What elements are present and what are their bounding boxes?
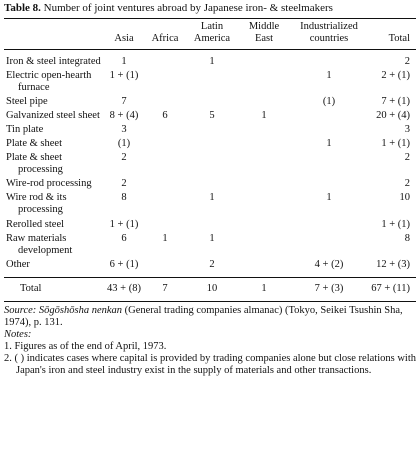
table-cell: (1) bbox=[117, 138, 131, 150]
source-line bbox=[4, 305, 416, 329]
total-cell: 43 + (8) bbox=[107, 282, 141, 294]
table-row bbox=[4, 49, 416, 69]
table-cell: 6 bbox=[121, 232, 127, 244]
table-cell bbox=[288, 177, 370, 191]
total-cell: 1 bbox=[261, 282, 267, 294]
row-label-cell bbox=[4, 232, 102, 258]
row-label: Tin plate bbox=[6, 124, 44, 136]
table-cell: 8 + (4) bbox=[109, 110, 139, 122]
table-cell: 2 bbox=[404, 55, 410, 67]
row-label-cell bbox=[4, 177, 102, 191]
header-row bbox=[4, 19, 416, 50]
table-cell bbox=[184, 177, 240, 191]
table-cell bbox=[146, 123, 184, 137]
table-cell bbox=[288, 123, 370, 137]
table-cell: 1 bbox=[121, 55, 127, 67]
table-cell: 1 + (1) bbox=[109, 69, 139, 81]
table-cell: (1) bbox=[322, 95, 336, 107]
row-label-cell bbox=[4, 109, 102, 123]
row-label: Rerolled steel bbox=[6, 218, 65, 230]
row-label-cell bbox=[4, 137, 102, 151]
row-label-cell bbox=[4, 258, 102, 278]
table-cell bbox=[240, 123, 288, 137]
total-cell: 7 + (3) bbox=[314, 282, 344, 294]
table-cell: 2 bbox=[404, 152, 410, 164]
row-label-cell bbox=[4, 123, 102, 137]
table-cell bbox=[240, 49, 288, 69]
row-label-cell bbox=[4, 69, 102, 95]
table-cell bbox=[146, 95, 184, 109]
table-cell bbox=[288, 109, 370, 123]
table-cell bbox=[240, 151, 288, 177]
table-row bbox=[4, 137, 416, 151]
table-cell: 1 + (1) bbox=[381, 218, 410, 230]
table-cell bbox=[288, 151, 370, 177]
table-cell bbox=[184, 151, 240, 177]
table-cell bbox=[240, 137, 288, 151]
note-item: 2. ( ) indicates cases where capital is provided by trading companies alone but close relations with Japan's iron and steel industry exist in the supply of materials and other transactions. bbox=[4, 353, 416, 377]
table-cell bbox=[240, 95, 288, 109]
row-label-cell bbox=[4, 95, 102, 109]
table-cell bbox=[146, 151, 184, 177]
table-row bbox=[4, 177, 416, 191]
table-cell: 2 bbox=[121, 152, 127, 164]
source-details: (General trading companies almanac) (Tokyo, Seikei Tsushin Sha, 1974), p. 131. bbox=[4, 304, 403, 328]
table-document bbox=[4, 0, 416, 377]
row-label: Galvanized steel sheet bbox=[6, 110, 100, 122]
table-row bbox=[4, 109, 416, 123]
source-label: Source: bbox=[4, 304, 37, 316]
table-cell bbox=[184, 95, 240, 109]
table-cell bbox=[240, 69, 288, 95]
table-cell: 20 + (4) bbox=[376, 110, 410, 122]
row-label-cell bbox=[4, 191, 102, 217]
table-cell bbox=[184, 218, 240, 232]
table-cell bbox=[288, 49, 370, 69]
table-cell: 1 bbox=[326, 69, 332, 81]
column-header: Industrialized countries bbox=[300, 20, 358, 44]
source-title: Sōgōshōsha nenkan bbox=[38, 304, 123, 316]
table-cell bbox=[146, 49, 184, 69]
table-cell bbox=[240, 258, 288, 278]
table-row bbox=[4, 191, 416, 217]
table-cell: 2 bbox=[209, 258, 215, 270]
note-item: 1. Figures as of the end of April, 1973. bbox=[4, 341, 167, 353]
table-cell: 1 bbox=[261, 110, 267, 122]
table-cell bbox=[184, 69, 240, 95]
total-cell: 10 bbox=[206, 282, 218, 294]
table-cell: 4 + (2) bbox=[314, 258, 344, 270]
table-row bbox=[4, 69, 416, 95]
table-cell: 1 bbox=[326, 138, 332, 150]
table-cell: 1 + (1) bbox=[381, 138, 410, 150]
table-cell: 10 bbox=[399, 192, 410, 204]
column-header: Asia bbox=[114, 32, 134, 44]
table-cell bbox=[146, 258, 184, 278]
table-cell: 1 bbox=[162, 232, 168, 244]
table-cell bbox=[146, 218, 184, 232]
table-cell: 1 bbox=[209, 192, 215, 204]
table-cell: 1 bbox=[326, 192, 332, 204]
total-cell: 7 bbox=[162, 282, 168, 294]
total-label: Total bbox=[20, 282, 42, 294]
column-header bbox=[4, 19, 102, 50]
table-cell: 3 bbox=[121, 124, 127, 136]
notes-heading: Notes: bbox=[4, 328, 32, 340]
table-cell bbox=[240, 232, 288, 258]
table-cell bbox=[240, 177, 288, 191]
table-row bbox=[4, 123, 416, 137]
row-label-cell bbox=[4, 218, 102, 232]
table-cell: 1 + (1) bbox=[109, 218, 139, 230]
table-cell: 2 + (1) bbox=[381, 69, 410, 81]
table-cell bbox=[184, 137, 240, 151]
row-label: Steel pipe bbox=[6, 95, 48, 107]
table-cell bbox=[288, 232, 370, 258]
table-row bbox=[4, 232, 416, 258]
row-label: Wire-rod processing bbox=[6, 178, 92, 190]
total-cell: 67 + (11) bbox=[371, 282, 410, 294]
table-cell: 6 bbox=[162, 110, 168, 122]
column-header: Africa bbox=[151, 32, 179, 44]
table-cell bbox=[240, 191, 288, 217]
table-cell bbox=[184, 123, 240, 137]
table-cell: 2 bbox=[121, 178, 127, 190]
table-cell: 6 + (1) bbox=[109, 258, 139, 270]
joint-ventures-table bbox=[4, 19, 416, 302]
row-label: Plate & sheet bbox=[6, 138, 62, 150]
table-cell bbox=[240, 218, 288, 232]
table-cell: 7 bbox=[121, 95, 127, 107]
column-header: Total bbox=[388, 32, 410, 44]
table-cell: 1 bbox=[209, 55, 215, 67]
row-label-cell bbox=[4, 151, 102, 177]
table-cell bbox=[146, 69, 184, 95]
table-cell bbox=[288, 218, 370, 232]
table-row bbox=[4, 151, 416, 177]
table-cell: 2 bbox=[404, 178, 410, 190]
table-cell: 5 bbox=[209, 110, 215, 122]
row-label: Iron & steel integrated bbox=[6, 55, 101, 67]
table-cell: 3 bbox=[404, 124, 410, 136]
column-header: Middle East bbox=[248, 20, 280, 44]
table-cell: 7 + (1) bbox=[381, 95, 410, 107]
row-label: Wire rod & its processing bbox=[6, 192, 67, 216]
table-title bbox=[4, 2, 416, 15]
table-cell: 12 + (3) bbox=[376, 258, 410, 270]
row-label-cell bbox=[4, 49, 102, 69]
table-row bbox=[4, 258, 416, 278]
table-cell bbox=[146, 191, 184, 217]
table-row bbox=[4, 218, 416, 232]
table-cell bbox=[146, 137, 184, 151]
table-cell: 8 bbox=[121, 192, 127, 204]
table-number: Table 8. bbox=[4, 2, 41, 14]
table-caption: Number of joint ventures abroad by Japanese iron- & steelmakers bbox=[43, 2, 333, 14]
row-label: Raw materials development bbox=[6, 232, 73, 256]
total-row bbox=[4, 277, 416, 301]
table-cell bbox=[146, 177, 184, 191]
row-label: Plate & sheet processing bbox=[6, 152, 63, 176]
table-row bbox=[4, 95, 416, 109]
column-header: Latin America bbox=[193, 20, 231, 44]
row-label: Other bbox=[6, 258, 30, 270]
row-label: Electric open-hearth furnace bbox=[6, 69, 92, 93]
table-cell: 8 bbox=[404, 232, 410, 244]
table-cell: 1 bbox=[209, 232, 215, 244]
